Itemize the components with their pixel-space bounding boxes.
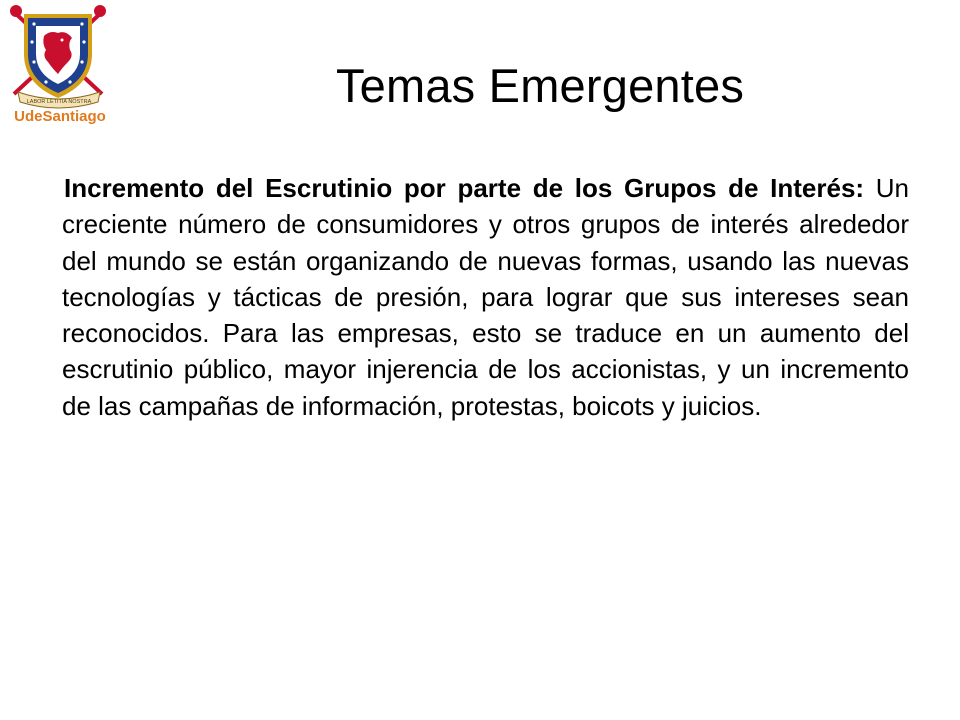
university-logo: [4, 2, 116, 124]
university-crest-icon: [4, 2, 116, 124]
svg-text:UdeSantiago: UdeSantiago: [14, 108, 106, 124]
slide-title: Temas Emergentes: [335, 59, 745, 112]
body-text: Un creciente número de consumidores y otros grupos de interés alrededor del mundo se están organizando de nuevas formas, usando las nuevas tecnologías y tácticas de presión, para lograr que sus intereses sean reconocidos. Para las empresas, esto se traduce en un aumento del escrutinio público, mayor injerencia de los accionistas, y un incremento de las campañas de información, protestas, boicots y juicios.: [62, 173, 909, 421]
svg-text:LABOR LETITIA NOSTRA: LABOR LETITIA NOSTRA: [26, 99, 92, 105]
body-lead-text: Incremento del Escrutinio por parte de los Grupos de Interés:: [64, 173, 865, 203]
slide-body-paragraph: [62, 170, 909, 424]
